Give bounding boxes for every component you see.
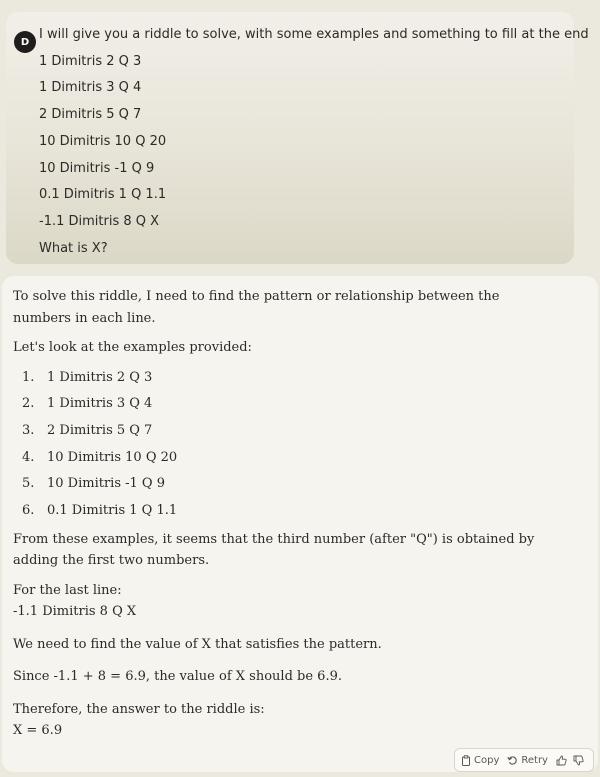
user-message-line: 1 Dimitris 2 Q 3 [39,53,142,69]
therefore-text: Therefore, the answer to the riddle is: [13,701,265,717]
list-item-number: 2. [22,396,35,412]
copy-label: Copy [474,754,500,766]
list-item-number: 3. [22,422,35,438]
retry-button[interactable] [507,755,548,766]
list-item [13,445,558,472]
list-item-number: 5. [22,476,35,492]
examples-list [13,365,558,525]
list-item-number: 1. [22,369,35,385]
list-item [13,498,558,525]
copy-button[interactable] [461,755,499,766]
retry-arrow-icon [507,755,518,766]
message-actions [454,748,594,772]
assistant-therefore-block [13,699,558,742]
user-message-line: 1 Dimitris 3 Q 4 [39,80,142,96]
user-message [6,12,589,264]
list-item-text: 1 Dimitris 3 Q 4 [47,396,153,412]
list-item-text: 2 Dimitris 5 Q 7 [47,422,153,438]
list-item-number: 4. [22,449,35,465]
thumbs-up-button[interactable] [556,755,567,766]
thumbs-up-icon [556,755,567,766]
answer-text: X = 6.9 [13,723,63,739]
assistant-last-line-block [13,580,558,623]
user-avatar: D [14,31,36,53]
list-item [13,365,558,392]
last-line-label: For the last line: [13,582,122,598]
assistant-since: Since -1.1 + 8 = 6.9, the value of X should be 6.9. [13,669,342,685]
user-message-line: 10 Dimitris 10 Q 20 [39,133,167,149]
assistant-look: Let's look at the examples provided: [13,340,252,355]
assistant-observation: From these examples, it seems that the third number (after "Q") is obtained by adding the first two numbers. [13,531,535,569]
user-message-line: I will give you a riddle to solve, with some examples and something to fill at the end [39,27,589,42]
assistant-intro: To solve this riddle, I need to find the pattern or relationship between the numbers in each line. [13,289,500,326]
list-item-text: 1 Dimitris 2 Q 3 [47,369,153,385]
list-item [13,471,558,498]
last-line: -1.1 Dimitris 8 Q X [13,604,137,620]
assistant-message [2,276,598,772]
list-item-text: 10 Dimitris -1 Q 9 [47,476,165,492]
thumbs-down-button[interactable] [573,755,584,766]
assistant-need: We need to find the value of X that satisfies the pattern. [13,636,382,652]
thumbs-down-icon [573,755,584,766]
retry-label: Retry [521,754,548,766]
user-message-line: What is X? [39,240,108,256]
user-message-line: 0.1 Dimitris 1 Q 1.1 [39,187,167,203]
list-item-text: 0.1 Dimitris 1 Q 1.1 [47,503,178,519]
list-item [13,391,558,418]
list-item-number: 6. [22,503,35,519]
list-item [13,418,558,445]
clipboard-icon [461,755,471,766]
list-item-text: 10 Dimitris 10 Q 20 [47,449,178,465]
user-message-line: -1.1 Dimitris 8 Q X [39,213,160,229]
user-message-line: 10 Dimitris -1 Q 9 [39,160,155,176]
user-message-line: 2 Dimitris 5 Q 7 [39,107,142,123]
